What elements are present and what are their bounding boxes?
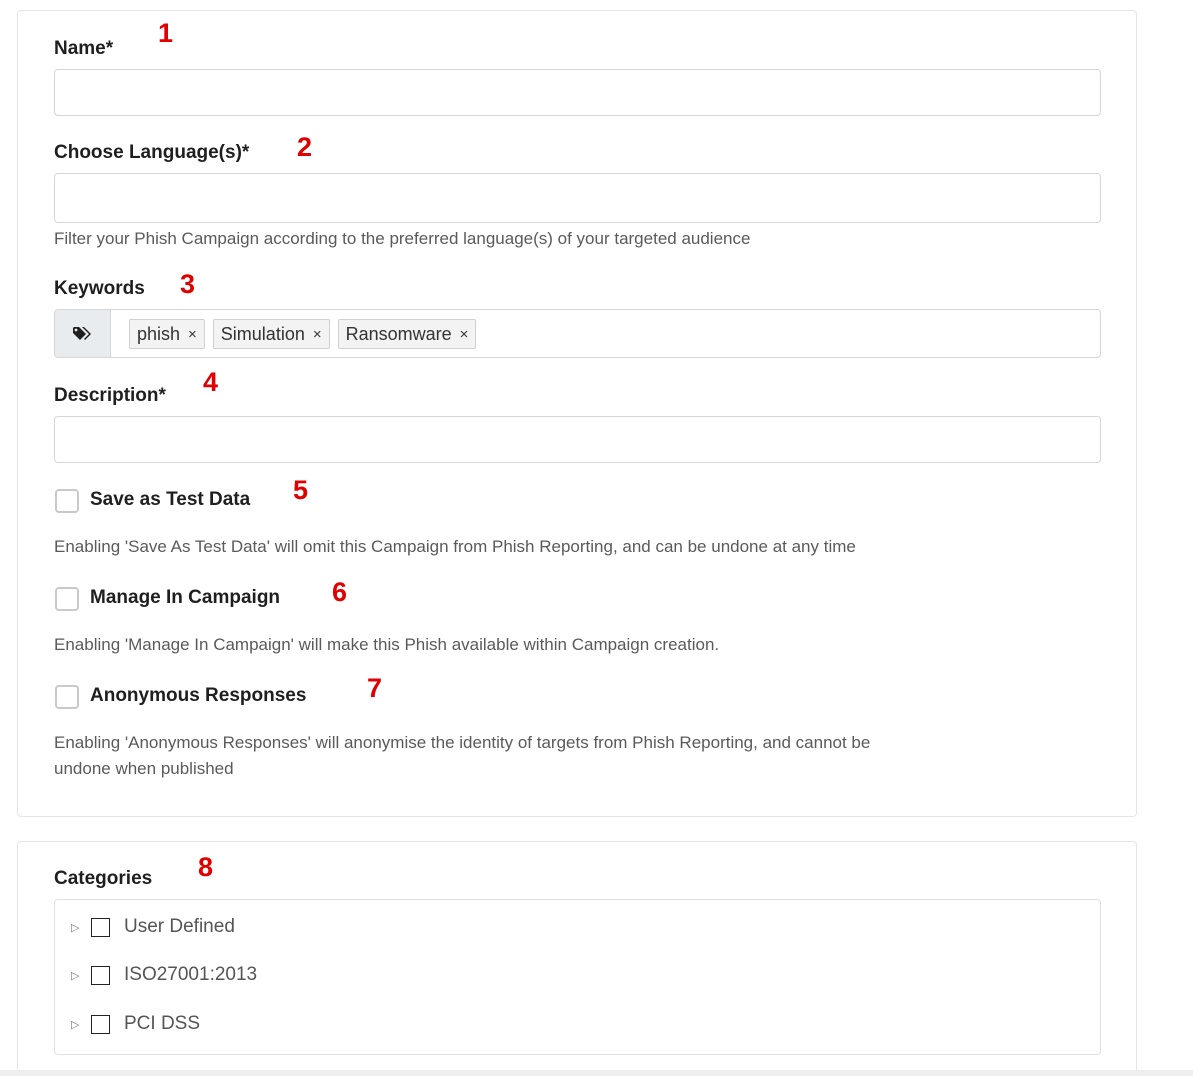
campaign-details-card xyxy=(17,10,1137,817)
keyword-tag-label: Simulation xyxy=(220,323,305,344)
annotation-marker-8: 8 xyxy=(198,852,214,882)
tree-item-label: ISO27001:2013 xyxy=(124,964,258,985)
tree-item-label: User Defined xyxy=(124,916,235,937)
tree-item-checkbox[interactable] xyxy=(91,918,110,937)
remove-tag-icon[interactable]: × xyxy=(312,325,322,343)
description-label: Description* xyxy=(54,385,166,406)
tree-item-checkbox[interactable] xyxy=(91,966,110,985)
remove-tag-icon[interactable]: × xyxy=(188,325,197,343)
test-data-help-text: Enabling 'Save As Test Data' will omit this Campaign from Phish Reporting, and can be undone at any time xyxy=(54,537,856,556)
annotation-marker-5: 5 xyxy=(293,475,309,505)
tree-item-checkbox[interactable] xyxy=(91,1015,110,1034)
anonymous-responses-help-line-1: Enabling 'Anonymous Responses' will anonymise the identity of targets from Phish Reporting, and cannot be xyxy=(54,733,871,752)
keyword-tag-label: phish xyxy=(137,323,181,344)
test-data-checkbox[interactable] xyxy=(55,489,79,513)
anonymous-responses-checkbox[interactable] xyxy=(55,685,79,709)
description-input[interactable] xyxy=(54,416,1101,463)
name-label: Name* xyxy=(54,38,114,59)
manage-in-campaign-checkbox[interactable] xyxy=(55,587,79,611)
manage-in-campaign-help-text: Enabling 'Manage In Campaign' will make this Phish available within Campaign creation. xyxy=(54,635,720,654)
tags-addon xyxy=(55,310,111,357)
keyword-tag xyxy=(338,319,477,349)
categories-card xyxy=(17,841,1137,1076)
remove-tag-icon[interactable]: × xyxy=(459,325,469,343)
keywords-input[interactable] xyxy=(54,309,1101,358)
caret-right-icon[interactable]: ▷ xyxy=(71,1018,80,1031)
keywords-label: Keywords xyxy=(54,278,145,299)
annotation-marker-7: 7 xyxy=(367,673,383,703)
keyword-tag xyxy=(129,319,205,349)
keyword-tag-label: Ransomware xyxy=(345,323,452,344)
annotation-marker-6: 6 xyxy=(332,577,348,607)
language-select[interactable] xyxy=(54,173,1101,223)
tags-icon xyxy=(72,326,94,342)
keyword-tag xyxy=(213,319,330,349)
caret-right-icon[interactable]: ▷ xyxy=(71,969,80,982)
categories-label: Categories xyxy=(54,868,153,889)
anonymous-responses-label: Anonymous Responses xyxy=(90,685,307,706)
tree-item-iso27001[interactable] xyxy=(71,964,257,986)
manage-in-campaign-label: Manage In Campaign xyxy=(90,587,281,608)
annotation-marker-2: 2 xyxy=(297,132,313,162)
annotation-marker-1: 1 xyxy=(158,18,174,48)
annotation-marker-4: 4 xyxy=(203,367,219,397)
caret-right-icon[interactable]: ▷ xyxy=(71,921,80,934)
categories-tree xyxy=(54,899,1101,1055)
language-label: Choose Language(s)* xyxy=(54,142,250,163)
annotation-marker-3: 3 xyxy=(180,269,196,299)
tree-item-pci-dss[interactable] xyxy=(71,1013,200,1035)
page-bottom-divider xyxy=(0,1070,1193,1076)
tree-item-user-defined[interactable] xyxy=(71,916,235,938)
anonymous-responses-help-line-2: undone when published xyxy=(54,759,234,778)
language-help-text: Filter your Phish Campaign according to the preferred language(s) of your targeted audience xyxy=(54,229,751,248)
name-input[interactable] xyxy=(54,69,1101,116)
keyword-tag-list xyxy=(129,319,476,349)
test-data-label: Save as Test Data xyxy=(90,489,251,510)
tree-item-label: PCI DSS xyxy=(124,1013,201,1034)
